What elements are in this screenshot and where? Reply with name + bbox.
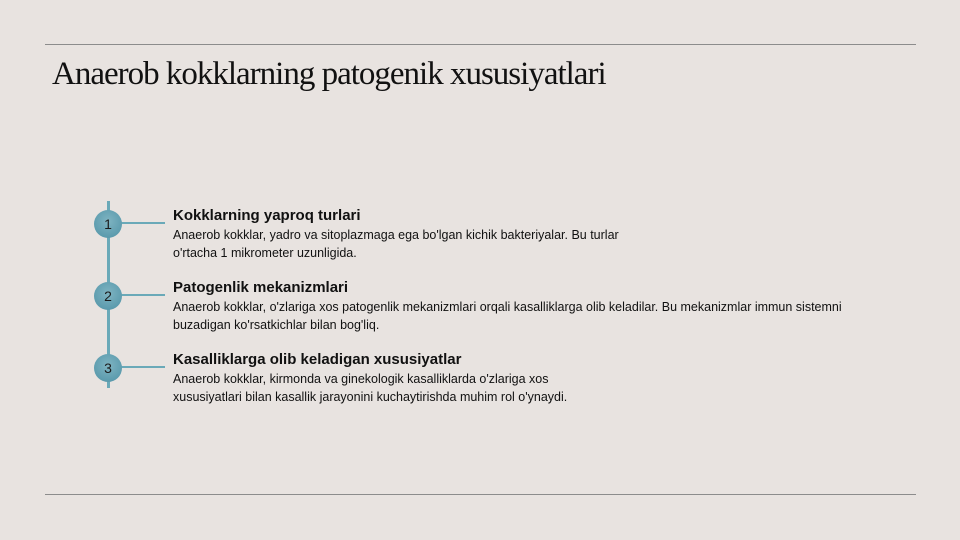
timeline-item-1-description: Anaerob kokklar, yadro va sitoplazmaga ega bo'lgan kichik bakteriyalar. Bu turlar o'rtacha 1 mikrometer uzunligida. [173,228,619,260]
timeline-step-3-marker: 3 [94,354,122,382]
timeline-item-2 [173,279,873,334]
timeline-item-3 [173,351,613,406]
timeline-step-2-marker: 2 [94,282,122,310]
timeline-step-1-marker: 1 [94,210,122,238]
timeline-item-1-heading: Kokklarning yaproq turlari [173,207,361,224]
timeline-item-3-description: Anaerob kokklar, kirmonda va ginekologik kasalliklarda o'zlariga xos xususiyatlari bilan kasallik jarayonini kuchaytirishda muhim rol o'ynaydi. [173,372,568,404]
timeline-item-1 [173,207,643,262]
timeline-item-2-description: Anaerob kokklar, o'zlariga xos patogenlik mekanizmlari orqali kasalliklarga olib keladilar. Bu mekanizmlar immun sistemni buzadigan ko'rsatkichlar bilan bog'liq. [173,300,842,332]
timeline-item-2-heading: Patogenlik mekanizmlari [173,279,349,296]
bottom-divider [45,494,916,495]
slide-title: Anaerob kokklarning patogenik xususiyatlari [52,56,606,92]
timeline-item-3-heading: Kasalliklarga olib keladigan xususiyatlar [173,351,462,368]
